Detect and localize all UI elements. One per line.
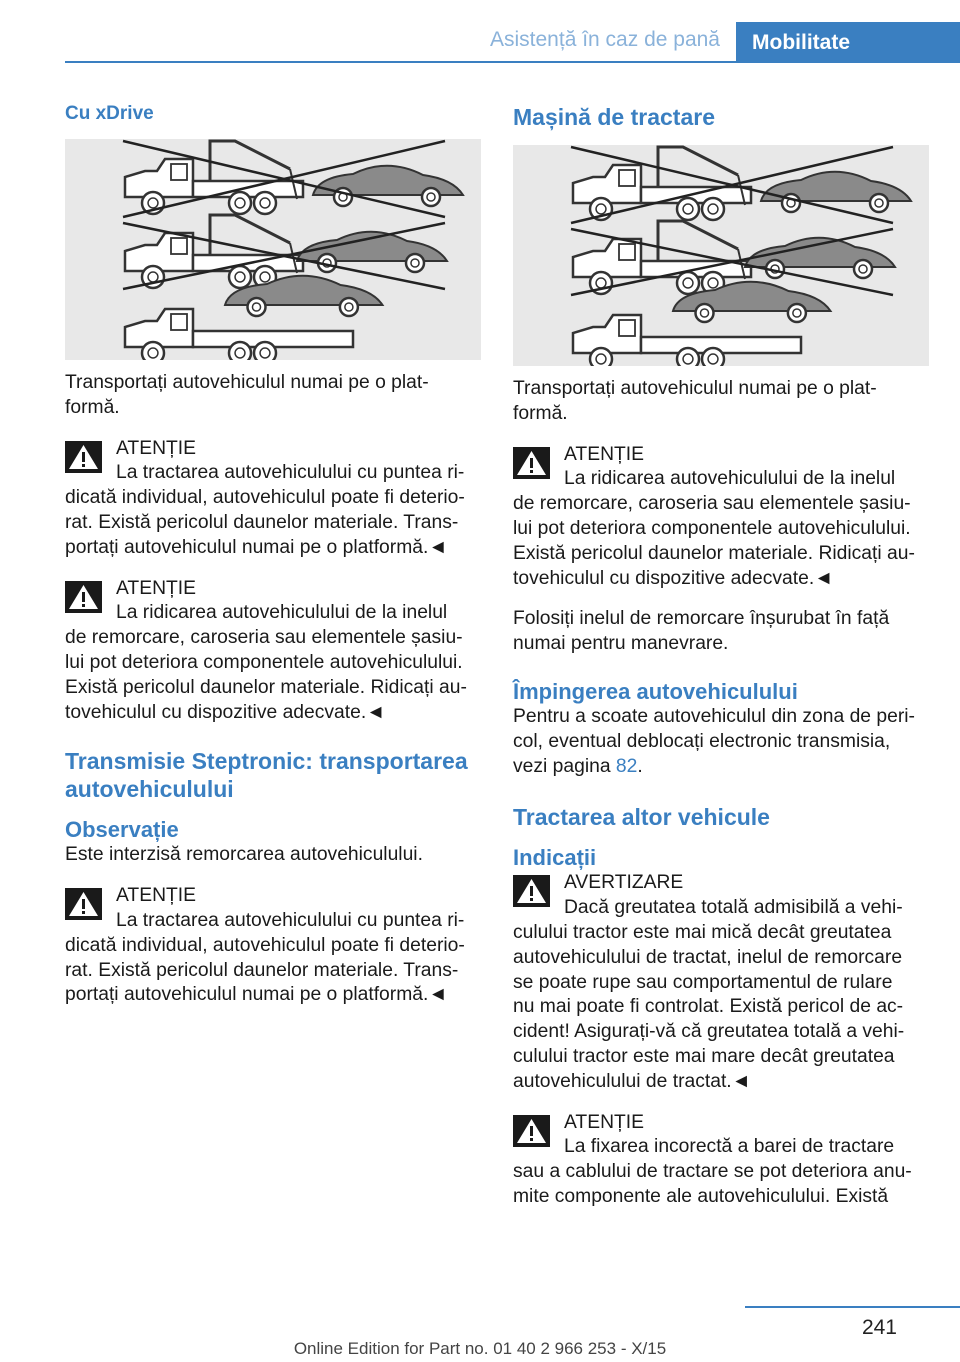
tow-methods-diagram (513, 145, 929, 366)
warning-line: cident! Asigurați-vă că greutatea totală a vehi- (513, 1021, 905, 1043)
header-rule (65, 61, 960, 63)
warning-line: La tractarea autovehiculului cu puntea ri- (116, 909, 465, 931)
warning-line: rat. Există pericolul daunelor materiale. Trans- (65, 959, 459, 981)
towing-illustration (65, 139, 481, 360)
page-number: 241 (861, 1316, 897, 1339)
warning-triangle-icon (65, 441, 102, 473)
warning-block (513, 443, 929, 592)
warning-block (513, 1111, 929, 1210)
warning-triangle-icon (513, 875, 550, 907)
impingere-body: Pentru a scoate autovehiculul din zona de peri- col, eventual deblocați electronic transmisia, vezi pagina (513, 705, 915, 777)
inel-remorcare-text: Folosiți inelul de remorcare înșurubat în față numai pentru manevrare. (513, 608, 890, 655)
warning-line: se poate rupe sau comportamentul de rulare (513, 971, 893, 993)
warning-line: nu mai poate fi controlat. Există pericol de ac- (513, 996, 904, 1018)
warning-block (65, 577, 481, 726)
right-column (513, 100, 929, 1226)
warning-line: tovehiculul cu dispozitive adecvate.◄ (513, 567, 834, 589)
warning-line: de remorcare, caroseria sau elementele șasiu- (513, 493, 911, 515)
page-link-82[interactable]: 82 (615, 755, 638, 777)
warning-line: La fixarea incorectă a barei de tractare (564, 1136, 895, 1158)
impingere-end: . (637, 755, 643, 777)
warning-line: La ridicarea autovehiculului de la inelul (116, 602, 448, 624)
warning-line: Dacă greutatea totală admisibilă a vehi- (564, 897, 903, 919)
heading-steptronic: Transmisie Steptronic: transportarea autovehiculului (65, 748, 468, 803)
warning-block (513, 871, 929, 1094)
warning-block (65, 884, 481, 1008)
warning-line: portați autovehiculul numai pe o platformă.◄ (65, 984, 448, 1006)
warning-line: culului tractor este mai mare decât greutatea (513, 1045, 895, 1067)
header-chapter-tab: Mobilitate (736, 22, 960, 63)
figure-caption: Transportați autovehiculul numai pe o plat- formă. (513, 378, 877, 424)
footer-edition: Online Edition for Part no. 01 40 2 966 253 - X/15 (293, 1339, 667, 1358)
warning-triangle-icon (513, 447, 550, 479)
footer-rule (745, 1306, 960, 1308)
warning-line: autovehiculului de tractat, inelul de remorcare (513, 946, 903, 968)
warning-triangle-icon (513, 1115, 550, 1147)
observatie-text: Este interzisă remorcarea autovehiculului. (65, 844, 423, 866)
heading-cu-xdrive: Cu xDrive (65, 103, 154, 124)
warning-line: dicată individual, autovehiculul poate fi deterio- (65, 487, 465, 509)
warning-triangle-icon (65, 888, 102, 920)
warning-title: ATENȚIE (116, 885, 196, 907)
heading-indicatii: Indicații (513, 845, 597, 871)
warning-line: de remorcare, caroseria sau elementele șasiu- (65, 627, 463, 649)
warning-title: ATENȚIE (564, 1111, 644, 1133)
warning-line: rat. Există pericolul daunelor materiale. Trans- (65, 511, 459, 533)
warning-title: ATENȚIE (564, 443, 644, 465)
warning-line: La ridicarea autovehiculului de la inelul (564, 468, 896, 490)
towing-illustration (513, 145, 929, 366)
heading-observatie: Observație (65, 817, 179, 843)
warning-block (65, 437, 481, 561)
warning-line: lui pot deteriora componentele autovehiculului. (513, 517, 911, 539)
heading-impingerea: Împingerea autovehiculului (513, 678, 798, 704)
warning-line: Există pericolul daunelor materiale. Ridicați au- (513, 542, 915, 564)
warning-title: ATENȚIE (116, 577, 196, 599)
warning-line: culului tractor este mai mică decât greutatea (513, 921, 892, 943)
warning-line: dicată individual, autovehiculul poate fi deterio- (65, 934, 465, 956)
impingere-text (513, 705, 929, 779)
warning-title: ATENȚIE (116, 437, 196, 459)
warning-title: AVERTIZARE (564, 872, 684, 894)
left-column (65, 100, 481, 1024)
warning-line: portați autovehiculul numai pe o platformă.◄ (65, 536, 448, 558)
tow-methods-diagram (65, 139, 481, 360)
warning-line: tovehiculul cu dispozitive adecvate.◄ (65, 701, 386, 723)
header-section-title: Asistență în caz de pană (490, 28, 720, 51)
warning-line: autovehiculului de tractat.◄ (513, 1070, 751, 1092)
heading-tractarea-altor-vehicule: Tractarea altor vehicule (513, 804, 770, 831)
figure-caption: Transportați autovehiculul numai pe o plat- formă. (65, 372, 429, 418)
warning-line: lui pot deteriora componentele autovehiculului. (65, 651, 463, 673)
warning-line: Există pericolul daunelor materiale. Ridicați au- (65, 676, 467, 698)
warning-line: mite componente ale autovehiculului. Există (513, 1185, 889, 1207)
warning-line: sau a cablului de tractare se pot deteriora anu- (513, 1161, 912, 1183)
warning-triangle-icon (65, 581, 102, 613)
warning-line: La tractarea autovehiculului cu puntea ri- (116, 462, 465, 484)
heading-masina-de-tractare: Mașină de tractare (513, 104, 715, 130)
